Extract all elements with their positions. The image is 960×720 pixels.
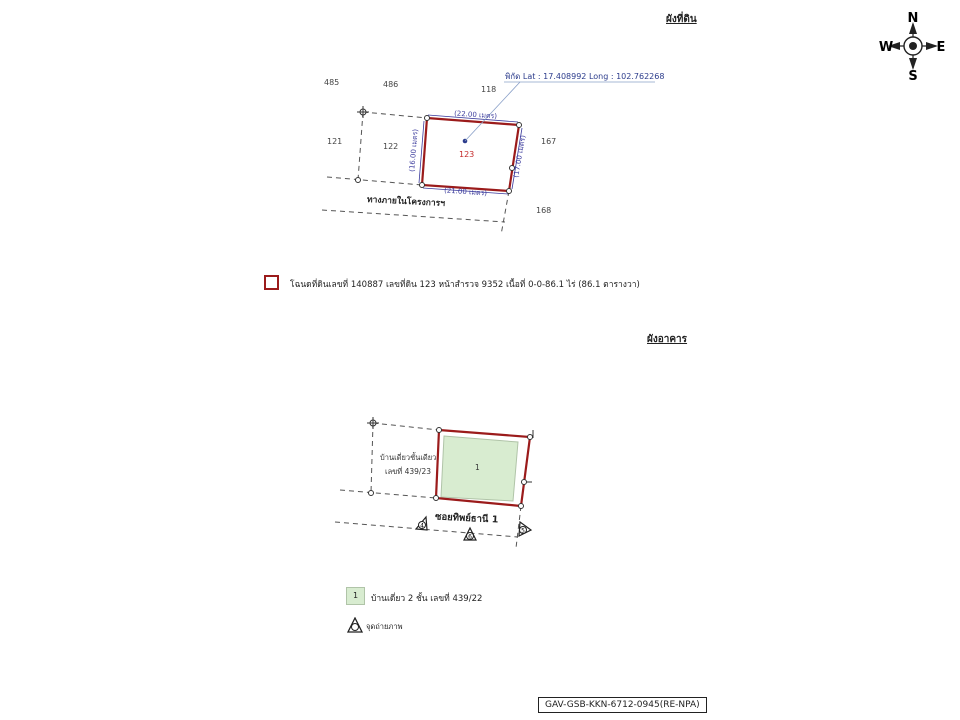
- photo-point-4-label: 4: [420, 522, 424, 530]
- photo-point-5-icon: [519, 522, 531, 536]
- dim-top-label: (22.00 เมตร): [453, 109, 498, 121]
- compass-s: S: [908, 69, 918, 82]
- lot-118: 118: [481, 85, 497, 94]
- dim-bottom-label: (21.00 เมตร): [443, 186, 488, 198]
- photo-point-6-icon: [464, 528, 476, 541]
- lot-168: 168: [536, 206, 552, 215]
- survey-peg-icon: [367, 417, 379, 429]
- lot-123: 123: [459, 150, 475, 159]
- lot-121: 121: [327, 137, 343, 146]
- photo-point-legend-icon: [346, 617, 364, 635]
- land-road-label: ทางภายในโครงการฯ: [366, 194, 446, 210]
- compass-e: E: [936, 40, 946, 55]
- lot-485: 485: [324, 78, 340, 87]
- compass-n: N: [907, 11, 919, 26]
- building-plan-title: ผังอาคาร: [647, 334, 688, 345]
- lot-167: 167: [541, 137, 557, 146]
- survey-peg-icon: [357, 106, 369, 118]
- land-plan-title: ผังที่ดิน: [666, 14, 697, 25]
- dim-right-label: (17.00 เมตร): [512, 134, 528, 179]
- reference-code: GAV-GSB-KKN-6712-0945(RE-NPA): [538, 697, 707, 713]
- neighbor-line1: บ้านเดี่ยวชั้นเดียว: [380, 453, 437, 462]
- lot-486: 486: [383, 80, 399, 89]
- building-plan-drawing: [0, 400, 960, 560]
- neighbor-line2: เลขที่ 439/23: [385, 467, 431, 476]
- lot-122: 122: [383, 142, 399, 151]
- photo-point-4-icon: [416, 517, 427, 530]
- plot-legend-swatch: [264, 275, 279, 290]
- building-number: 1: [475, 463, 480, 472]
- building-legend-swatch: 1: [346, 587, 365, 605]
- photo-point-5-label: 5: [521, 527, 525, 535]
- coordinate-label: พิกัด Lat : 17.408992 Long : 102.762268: [505, 72, 665, 81]
- dim-left-label: (16.00 เมตร): [408, 128, 420, 173]
- soi-road-label: ซอยทิพย์ธานี 1: [434, 511, 499, 526]
- photo-point-legend-text: จุดถ่ายภาพ: [366, 622, 403, 631]
- land-legend-text: โฉนดที่ดินเลขที่ 140887 เลขที่ดิน 123 หน้าสำรวจ 9352 เนื้อที่ 0-0-86.1 ไร่ (86.1 ตารางวา): [290, 280, 640, 290]
- building-legend-text: บ้านเดี่ยว 2 ชั้น เลขที่ 439/22: [371, 594, 483, 604]
- compass-w: W: [878, 40, 894, 55]
- photo-point-6-label: 6: [468, 533, 472, 541]
